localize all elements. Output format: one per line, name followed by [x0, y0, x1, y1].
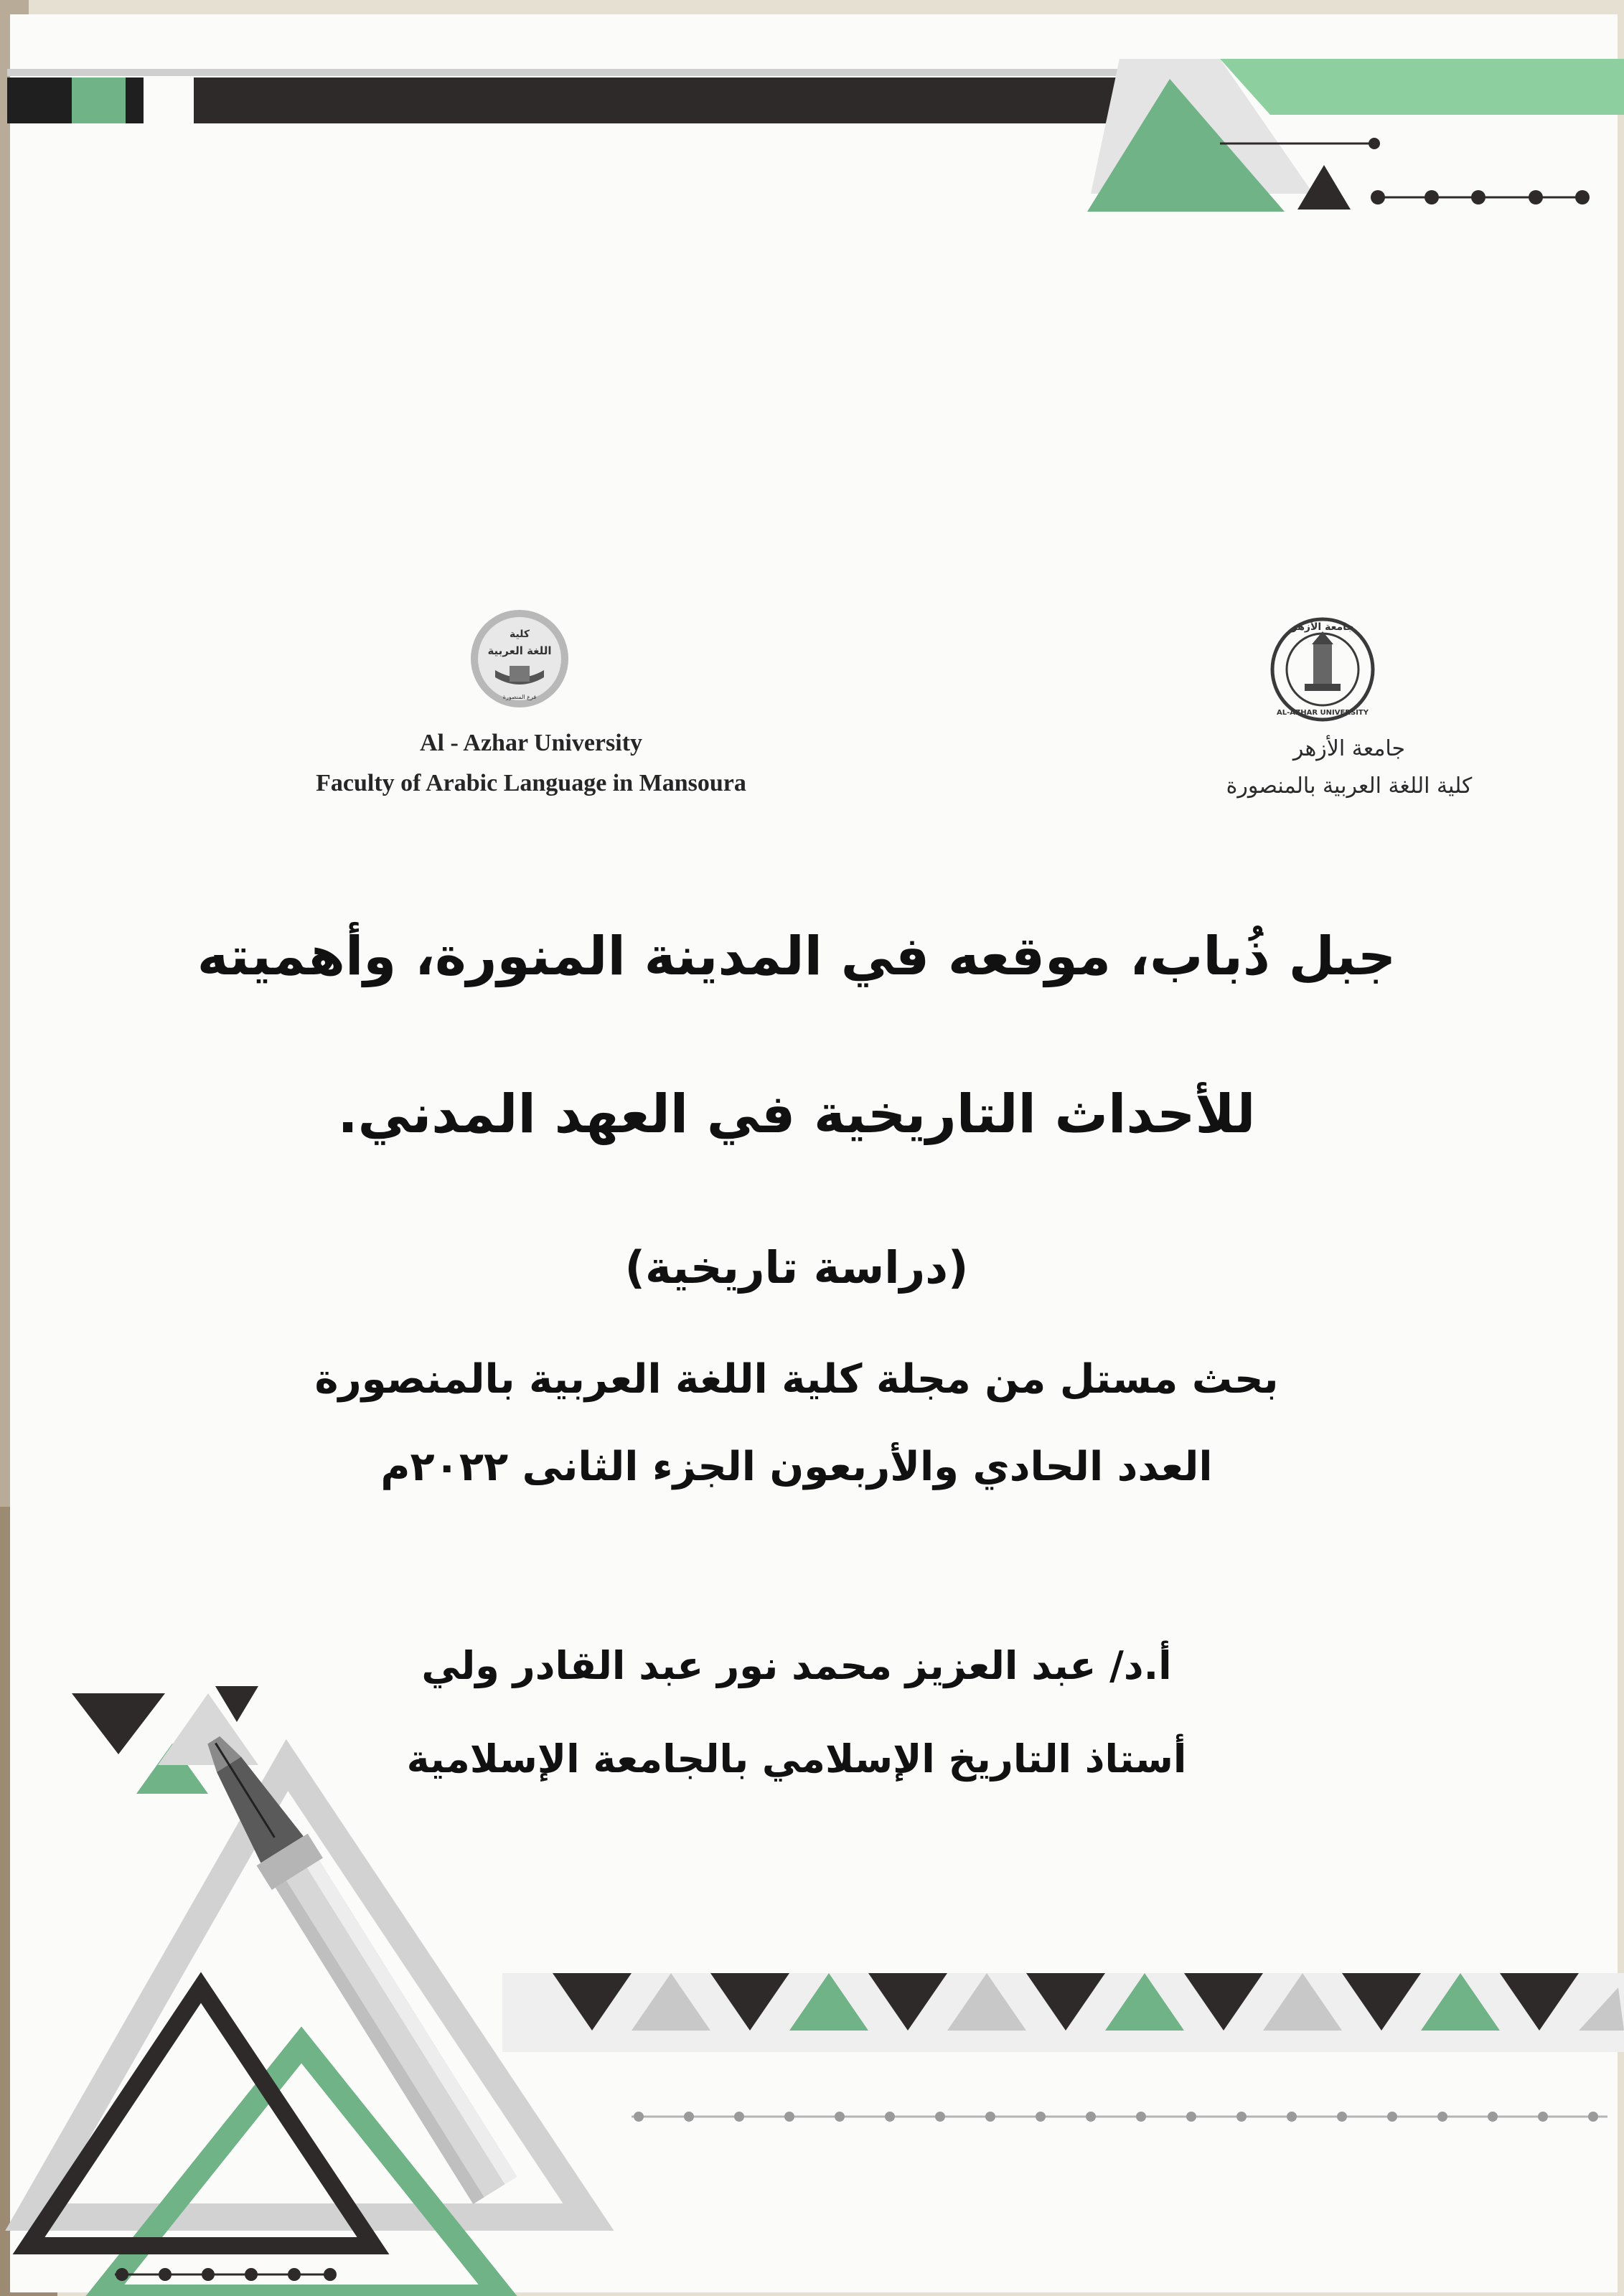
svg-text:جامعة الأزهر: جامعة الأزهر [1291, 621, 1354, 633]
author-name: أ.د/ عبد العزيز محمد نور عبد القادر ولي [421, 1643, 1172, 1688]
faculty-seal-icon [468, 607, 572, 711]
top-bar-black [194, 77, 1127, 123]
top-block-green [72, 77, 126, 123]
english-faculty-name: Faculty of Arabic Language in Mansoura [316, 770, 746, 796]
arabic-institution [1148, 730, 1550, 805]
english-university-name: Al - Azhar University [419, 730, 643, 756]
author-title: أستاذ التاريخ الإسلامي بالجامعة الإسلامية [406, 1736, 1187, 1782]
source-line-1: بحث مستل من مجلة كلية اللغة العربية بالمنصورة [314, 1356, 1279, 1403]
top-block-black-small [126, 77, 144, 123]
svg-text:اللغة العربية: اللغة العربية [487, 644, 552, 657]
top-decoration [0, 0, 1624, 230]
arabic-university-name: جامعة الأزهر [1292, 736, 1406, 761]
subtitle: (دراسة تاريخية) [624, 1241, 969, 1294]
arabic-faculty-name: كلية اللغة العربية بالمنصورة [1226, 773, 1473, 799]
top-block-black-left [7, 77, 72, 123]
english-institution [244, 723, 818, 804]
small-dark-triangle-1 [72, 1693, 165, 1754]
azhar-seal-icon [1269, 616, 1376, 723]
top-stripe-gray [7, 69, 1127, 76]
bottom-decoration [0, 1672, 1624, 2296]
title-line-1: جبل ذُباب، موقعه في المدينة المنورة، وأهميته [197, 926, 1397, 987]
top-dotted-row [1371, 190, 1590, 204]
source-line-2: العدد الحادي والأربعون الجزء الثانى ٢٠٢٢م [380, 1444, 1213, 1490]
svg-text:فرع المنصورة: فرع المنصورة [502, 694, 537, 700]
bottom-dotted-line [632, 2112, 1607, 2122]
svg-text:AL-AZHAR UNIVERSITY: AL-AZHAR UNIVERSITY [1276, 709, 1369, 717]
top-green-parallelogram [1220, 59, 1624, 115]
svg-text:كلية: كلية [509, 629, 530, 640]
title-line-2: للأحداث التاريخية في العهد المدني. [337, 1083, 1256, 1145]
lower-left-dotted-line [115, 2268, 337, 2281]
